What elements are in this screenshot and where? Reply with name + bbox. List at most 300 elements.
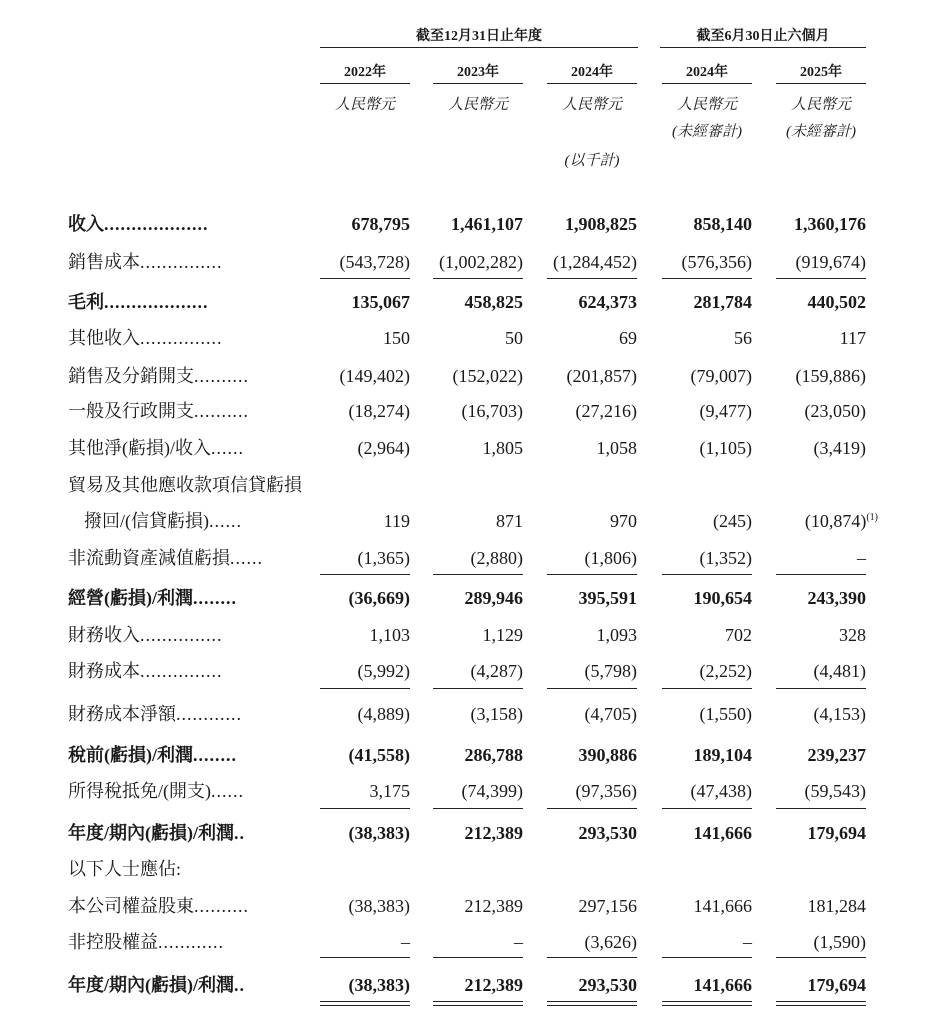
row-label-text: 一般及行政開支: [68, 401, 194, 421]
cell-value-text: 50: [505, 328, 523, 348]
cell-value-text: (3,419): [813, 438, 866, 458]
row-label: [84, 503, 242, 539]
cell-value-text: 1,103: [369, 625, 410, 645]
cell-value: [694, 815, 753, 851]
subtotal-rule: [776, 808, 866, 809]
double-total-rule: [320, 1001, 410, 1002]
row-leader-dots: ..........: [194, 896, 249, 916]
column-unit-2023: 人民幣元: [447, 97, 508, 113]
cell-value: [808, 815, 867, 851]
cell-value-text: (5,798): [584, 661, 637, 681]
cell-value-text: –: [743, 932, 752, 952]
subtotal-rule: [320, 957, 410, 958]
subtotal-rule: [547, 688, 637, 689]
row-label: [68, 967, 245, 1003]
cell-value: [585, 653, 638, 689]
row-label: [68, 430, 244, 466]
cell-value: [465, 580, 524, 616]
row-label: [68, 773, 244, 809]
cell-value-text: 1,058: [596, 438, 637, 458]
cell-value-text: 212,389: [464, 975, 523, 995]
cell-value-text: 119: [383, 511, 410, 531]
cell-value: [585, 696, 638, 732]
row-label-text: 毛利: [68, 292, 104, 312]
column-underline-2025-half: [776, 83, 866, 84]
cell-value-text: 289,946: [464, 588, 523, 608]
cell-value-text: (4,481): [813, 661, 866, 681]
cell-value-text: 286,788: [464, 745, 523, 765]
cell-value-text: 141,666: [693, 896, 752, 916]
cell-value: [597, 617, 638, 653]
cell-value: [401, 924, 410, 960]
cell-value-text: (27,216): [575, 401, 637, 421]
cell-value-text: (38,383): [348, 896, 410, 916]
table-row: [0, 206, 934, 242]
row-leader-dots: ...................: [104, 214, 209, 234]
cell-value: [694, 967, 753, 1003]
cell-value: [694, 737, 753, 773]
cell-value: [796, 244, 867, 280]
cell-value-text: (59,543): [804, 781, 866, 801]
cell-value-text: 678,795: [351, 214, 410, 234]
cell-value-text: (4,705): [584, 704, 637, 724]
half-year-group-underline: [660, 47, 866, 48]
table-row: [0, 467, 934, 503]
cell-value: [349, 737, 411, 773]
cell-value: [465, 888, 524, 924]
cell-value-text: (152,022): [452, 366, 523, 386]
subtotal-rule: [433, 808, 523, 809]
cell-value: [471, 540, 524, 576]
row-label-text: 財務成本淨額: [68, 704, 176, 724]
cell-value-text: (201,857): [566, 366, 637, 386]
row-label: [68, 206, 209, 242]
row-label-text: 銷售及分銷開支: [68, 366, 194, 386]
row-label: [68, 888, 249, 924]
cell-value: [471, 696, 524, 732]
subtotal-rule: [547, 574, 637, 575]
cell-value: [808, 580, 867, 616]
cell-value-text: 1,461,107: [451, 214, 523, 234]
cell-value: [370, 617, 411, 653]
cell-value: [462, 393, 524, 429]
cell-value: [579, 580, 638, 616]
column-year-2024-half: 2024年: [686, 65, 728, 80]
row-label: [68, 653, 223, 689]
cell-value-text: 56: [734, 328, 752, 348]
column-unit-2024-half: 人民幣元: [676, 97, 737, 113]
cell-value: [358, 653, 411, 689]
row-label-text: 經營(虧損)/利潤: [68, 588, 193, 608]
cell-value-text: 293,530: [578, 823, 637, 843]
cell-value: [483, 430, 524, 466]
row-leader-dots: ..: [234, 823, 245, 843]
subtotal-rule: [320, 574, 410, 575]
cell-value: [384, 503, 410, 539]
cell-value-text: 1,129: [482, 625, 523, 645]
cell-value-text: (38,383): [348, 975, 410, 995]
cell-value: [451, 206, 523, 242]
row-label: [68, 320, 223, 356]
subtotal-rule: [433, 278, 523, 279]
row-label: [68, 358, 249, 394]
row-label-text: 年度/期內(虧損)/利潤: [68, 823, 234, 843]
table-row: [0, 815, 934, 851]
cell-value: [700, 430, 753, 466]
table-row: [0, 320, 934, 356]
cell-value: [743, 924, 752, 960]
row-label-text: 貿易及其他應收款項信貸虧損: [68, 475, 302, 495]
cell-value-text: (1,590): [813, 932, 866, 952]
row-leader-dots: ........: [193, 745, 237, 765]
subtotal-rule: [320, 688, 410, 689]
cell-value: [576, 773, 638, 809]
subtotal-rule: [320, 808, 410, 809]
row-label: [68, 737, 237, 773]
table-row: [0, 773, 934, 809]
column-note-2024-half: (未經審計): [672, 124, 742, 140]
cell-value-text: (3,158): [470, 704, 523, 724]
subtotal-rule: [662, 278, 752, 279]
cell-value-text: (9,477): [699, 401, 752, 421]
cell-value: [358, 696, 411, 732]
cell-value: [579, 737, 638, 773]
cell-value-text: (543,728): [339, 252, 410, 272]
cell-value-text: 239,237: [807, 745, 866, 765]
cell-value-text: 293,530: [578, 975, 637, 995]
table-row: [0, 540, 934, 576]
cell-value-text: 970: [610, 511, 637, 531]
cell-value-text: 1,805: [482, 438, 523, 458]
column-year-2025-half: 2025年: [800, 65, 842, 80]
cell-value: [505, 320, 523, 356]
column-underline-2024: [547, 83, 637, 84]
double-total-rule: [433, 1001, 523, 1002]
column-year-2022: 2022年: [344, 65, 386, 80]
cell-value: [585, 924, 638, 960]
row-leader-dots: ......: [209, 511, 242, 531]
double-total-rule: [776, 1005, 866, 1006]
cell-value-text: 212,389: [464, 896, 523, 916]
cell-value-text: (23,050): [804, 401, 866, 421]
cell-value: [496, 503, 523, 539]
cell-value-text: (79,007): [690, 366, 752, 386]
cell-value: [694, 206, 753, 242]
row-label-text: 本公司權益股東: [68, 896, 194, 916]
cell-value: [805, 393, 867, 429]
table-row: [0, 737, 934, 773]
cell-value-text: 141,666: [693, 823, 752, 843]
row-leader-dots: ......: [211, 438, 244, 458]
column-underline-2024-half: [662, 83, 752, 84]
cell-value-text: –: [514, 932, 523, 952]
cell-value: [471, 653, 524, 689]
cell-value-text: 871: [496, 511, 523, 531]
cell-value: [349, 393, 411, 429]
subtotal-rule: [433, 574, 523, 575]
row-leader-dots: ............: [176, 704, 242, 724]
cell-value: [439, 244, 523, 280]
cell-value: [465, 737, 524, 773]
row-label: [68, 393, 249, 429]
subtotal-rule: [433, 957, 523, 958]
cell-value-text: (576,356): [681, 252, 752, 272]
cell-value-text: 141,666: [693, 975, 752, 995]
double-total-rule: [662, 1001, 752, 1002]
row-label-text: 其他收入: [68, 328, 140, 348]
cell-value-text: 179,694: [807, 823, 866, 843]
row-label: [68, 815, 245, 851]
cell-value-text: 395,591: [578, 588, 637, 608]
cell-value: [694, 284, 753, 320]
subtotal-rule: [776, 957, 866, 958]
cell-value-text: 1,908,825: [565, 214, 637, 234]
cell-value: [453, 358, 524, 394]
cell-value-text: 150: [383, 328, 410, 348]
cell-value: [808, 888, 867, 924]
double-total-rule: [320, 1005, 410, 1006]
cell-value-text: (3,626): [584, 932, 637, 952]
cell-value-text: 328: [839, 625, 866, 645]
table-row: [0, 924, 934, 960]
cell-value: [597, 430, 638, 466]
cell-value: [370, 773, 411, 809]
cell-value: [808, 284, 867, 320]
double-total-rule: [547, 1001, 637, 1002]
row-label-text: 撥回/(信貸虧損): [84, 511, 209, 531]
row-leader-dots: ..: [234, 975, 245, 995]
cell-value: [579, 815, 638, 851]
cell-value-text: –: [857, 548, 866, 568]
cell-value: [691, 358, 753, 394]
cell-value: [465, 284, 524, 320]
cell-value: [349, 580, 411, 616]
cell-value-text: (18,274): [348, 401, 410, 421]
cell-value: [857, 540, 866, 576]
cell-value: [352, 206, 411, 242]
column-underline-2023: [433, 83, 523, 84]
cell-value: [694, 888, 753, 924]
subtotal-rule: [776, 574, 866, 575]
cell-value: [700, 696, 753, 732]
table-row: [0, 503, 934, 539]
cell-value-text: –: [401, 932, 410, 952]
cell-value: [814, 696, 867, 732]
subtotal-rule: [662, 957, 752, 958]
row-leader-dots: ...............: [140, 625, 223, 645]
cell-value: [579, 284, 638, 320]
subtotal-rule: [662, 574, 752, 575]
row-label: [68, 580, 237, 616]
cell-value-text: (149,402): [339, 366, 410, 386]
cell-value: [585, 540, 638, 576]
cell-value: [579, 967, 638, 1003]
cell-value: [579, 888, 638, 924]
subtotal-rule: [776, 688, 866, 689]
cell-value: [465, 967, 524, 1003]
double-total-rule: [776, 1001, 866, 1002]
column-unit-2025-half: 人民幣元: [790, 97, 851, 113]
cell-value-text: (245): [713, 511, 752, 531]
row-label: [68, 467, 302, 503]
cell-value: [805, 773, 867, 809]
year-group-header: 截至12月31日止年度: [416, 29, 542, 44]
column-year-2023: 2023年: [457, 65, 499, 80]
double-total-rule: [547, 1005, 637, 1006]
cell-value-text: 858,140: [693, 214, 752, 234]
footnote-marker: (1): [866, 512, 878, 523]
cell-value: [691, 773, 753, 809]
subtotal-rule: [320, 278, 410, 279]
cell-value: [383, 320, 410, 356]
table-row: [0, 244, 934, 280]
column-underline-2022: [320, 83, 410, 84]
table-row: [0, 851, 934, 887]
row-label-text: 非流動資產減值虧損: [68, 548, 230, 568]
cell-value-text: 440,502: [807, 292, 866, 312]
cell-value-text: 69: [619, 328, 637, 348]
cell-value: [814, 653, 867, 689]
cell-value: [358, 430, 411, 466]
cell-value-text: (38,383): [348, 823, 410, 843]
cell-value: [553, 244, 637, 280]
cell-value: [567, 358, 638, 394]
row-label-text: 財務收入: [68, 625, 140, 645]
row-leader-dots: ..........: [194, 366, 249, 386]
cell-value: [839, 617, 866, 653]
cell-value: [808, 737, 867, 773]
cell-value: [796, 358, 867, 394]
cell-value-text: 179,694: [807, 975, 866, 995]
cell-value: [682, 244, 753, 280]
cell-value-text: (2,880): [470, 548, 523, 568]
cell-value: [794, 206, 866, 242]
cell-value: [734, 320, 752, 356]
subtotal-rule: [547, 808, 637, 809]
cell-value: [514, 924, 523, 960]
cell-value-text: (4,287): [470, 661, 523, 681]
cell-value-text: 297,156: [578, 896, 637, 916]
subtotal-rule: [776, 278, 866, 279]
cell-value: [700, 540, 753, 576]
cell-value: [349, 888, 411, 924]
cell-value-text: (159,886): [795, 366, 866, 386]
cell-value: [340, 244, 411, 280]
cell-value-text: (36,669): [348, 588, 410, 608]
row-leader-dots: ............: [158, 932, 224, 952]
row-leader-dots: ......: [211, 781, 244, 801]
subtotal-rule: [547, 957, 637, 958]
subtotal-rule: [662, 688, 752, 689]
cell-value: [725, 617, 752, 653]
cell-value-text: 458,825: [464, 292, 523, 312]
row-label-text: 所得稅抵免/(開支): [68, 781, 211, 801]
row-leader-dots: ......: [230, 548, 263, 568]
cell-value-text: (16,703): [461, 401, 523, 421]
cell-value-text: 702: [725, 625, 752, 645]
cell-value: [805, 503, 878, 539]
row-label: [68, 540, 263, 576]
cell-value-text: (2,252): [699, 661, 752, 681]
row-label-text: 其他淨(虧損)/收入: [68, 438, 211, 458]
row-label: [68, 924, 224, 960]
table-row: [0, 284, 934, 320]
row-leader-dots: ...............: [140, 661, 223, 681]
cell-value-text: (47,438): [690, 781, 752, 801]
column-unit-2024: 人民幣元: [561, 97, 622, 113]
cell-value: [700, 393, 753, 429]
table-row: [0, 580, 934, 616]
cell-value-text: (1,284,452): [553, 252, 637, 272]
cell-value-text: (1,352): [699, 548, 752, 568]
cell-value-text: (5,992): [357, 661, 410, 681]
cell-value-text: 3,175: [369, 781, 410, 801]
cell-value-text: (1,105): [699, 438, 752, 458]
cell-value-text: 117: [839, 328, 866, 348]
row-label: [68, 696, 242, 732]
row-label: [68, 851, 181, 887]
cell-value-text: 281,784: [693, 292, 752, 312]
cell-value-text: (74,399): [461, 781, 523, 801]
table-row: [0, 967, 934, 1003]
cell-value: [358, 540, 411, 576]
cell-value: [483, 617, 524, 653]
column-unit-2022: 人民幣元: [334, 97, 395, 113]
cell-value: [619, 320, 637, 356]
row-label-text: 年度/期內(虧損)/利潤: [68, 975, 234, 995]
cell-value: [352, 284, 411, 320]
cell-value-text: 1,093: [596, 625, 637, 645]
cell-value: [808, 967, 867, 1003]
half-year-group-header: 截至6月30日止六個月: [696, 29, 830, 44]
row-leader-dots: ..........: [194, 401, 249, 421]
cell-value-text: (2,964): [357, 438, 410, 458]
row-label: [68, 617, 223, 653]
column-year-2024: 2024年: [571, 65, 613, 80]
cell-value: [694, 580, 753, 616]
cell-value: [465, 815, 524, 851]
cell-value-text: (1,002,282): [439, 252, 523, 272]
cell-value-text: (1,806): [584, 548, 637, 568]
cell-value: [713, 503, 752, 539]
thousands-note: (以千計): [564, 153, 620, 169]
cell-value-text: (41,558): [348, 745, 410, 765]
cell-value-text: 390,886: [578, 745, 637, 765]
row-label: [68, 284, 209, 320]
cell-value-text: (1,550): [699, 704, 752, 724]
cell-value: [700, 653, 753, 689]
row-label-text: 收入: [68, 214, 104, 234]
subtotal-rule: [433, 688, 523, 689]
double-total-rule: [433, 1005, 523, 1006]
cell-value-text: 624,373: [578, 292, 637, 312]
cell-value-text: (919,674): [795, 252, 866, 272]
row-label-text: 以下人士應佔:: [68, 859, 182, 879]
row-label-text: 銷售成本: [68, 252, 140, 272]
cell-value: [814, 924, 867, 960]
table-row: [0, 430, 934, 466]
cell-value-text: 190,654: [693, 588, 752, 608]
cell-value: [814, 430, 867, 466]
cell-value-text: 189,104: [693, 745, 752, 765]
row-label-text: 稅前(虧損)/利潤: [68, 745, 193, 765]
row-label-text: 非控股權益: [68, 932, 158, 952]
table-row: [0, 696, 934, 732]
double-total-rule: [662, 1005, 752, 1006]
cell-value-text: 243,390: [807, 588, 866, 608]
row-label-text: 財務成本: [68, 661, 140, 681]
cell-value: [340, 358, 411, 394]
